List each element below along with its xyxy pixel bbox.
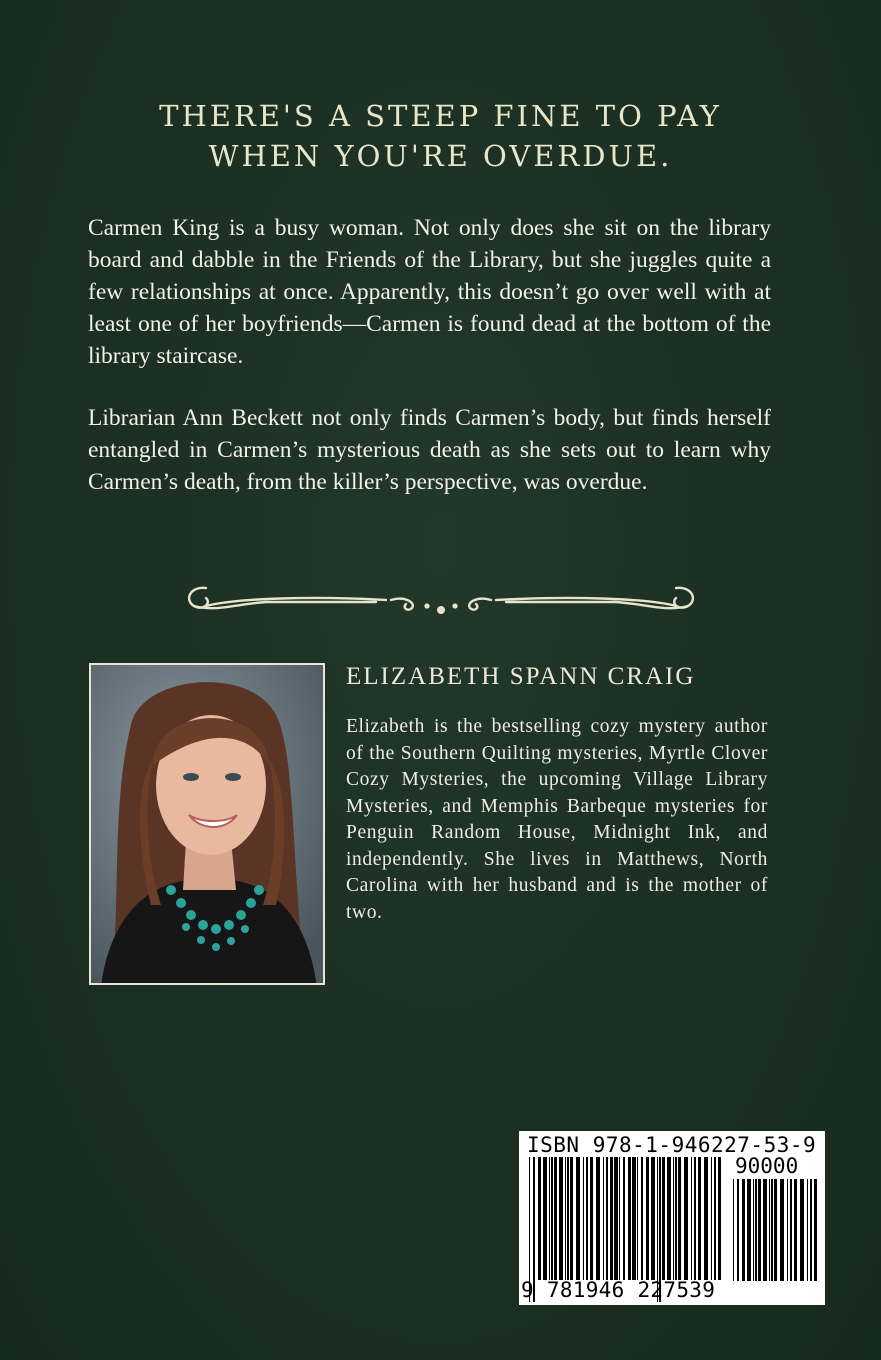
- isbn-label: ISBN 978-1-946227-53-9: [527, 1133, 817, 1157]
- flourish-divider: [176, 576, 706, 620]
- tagline-line-2: WHEN YOU'RE OVERDUE.: [208, 139, 673, 173]
- tagline-line-1: THERE'S A STEEP FINE TO PAY: [159, 99, 722, 133]
- author-portrait-image: [91, 665, 325, 985]
- price-code: 90000: [735, 1154, 799, 1178]
- author-name: ELIZABETH SPANN CRAIG: [346, 663, 696, 690]
- author-bio: Elizabeth is the bestselling cozy mystery author of the Southern Quilting mysteries, Myrtle Clover Cozy Mysteries, the upcoming Village Library Mysteries, and Memphis Barbeque mysteries for Penguin Random House, Midnight Ink, and independently. She lives in Matthews, North Carolina with her husband and is the mother of two.: [346, 716, 768, 923]
- blurb-paragraph-1: Carmen King is a busy woman. Not only does she sit on the library board and dabble in the Friends of the Library, but she juggles quite a few relationships at once. Apparently, this doesn’t go over well with at least one of her boyfriends—Carmen is found dead at the bottom of the library staircase.: [88, 215, 771, 369]
- blurb-paragraph-2: Librarian Ann Beckett not only finds Carmen’s body, but finds herself entangled in Carmen’s mysterious death as she sets out to learn why Carmen’s death, from the killer’s perspective, was overdue.: [88, 405, 771, 495]
- addon-barcode-bars: [733, 1179, 817, 1303]
- author-photo: [89, 663, 325, 985]
- tagline: [0, 96, 881, 176]
- book-blurb: [88, 212, 771, 528]
- ean-digits: 9 781946 227539: [521, 1278, 716, 1302]
- isbn-barcode: [519, 1131, 825, 1305]
